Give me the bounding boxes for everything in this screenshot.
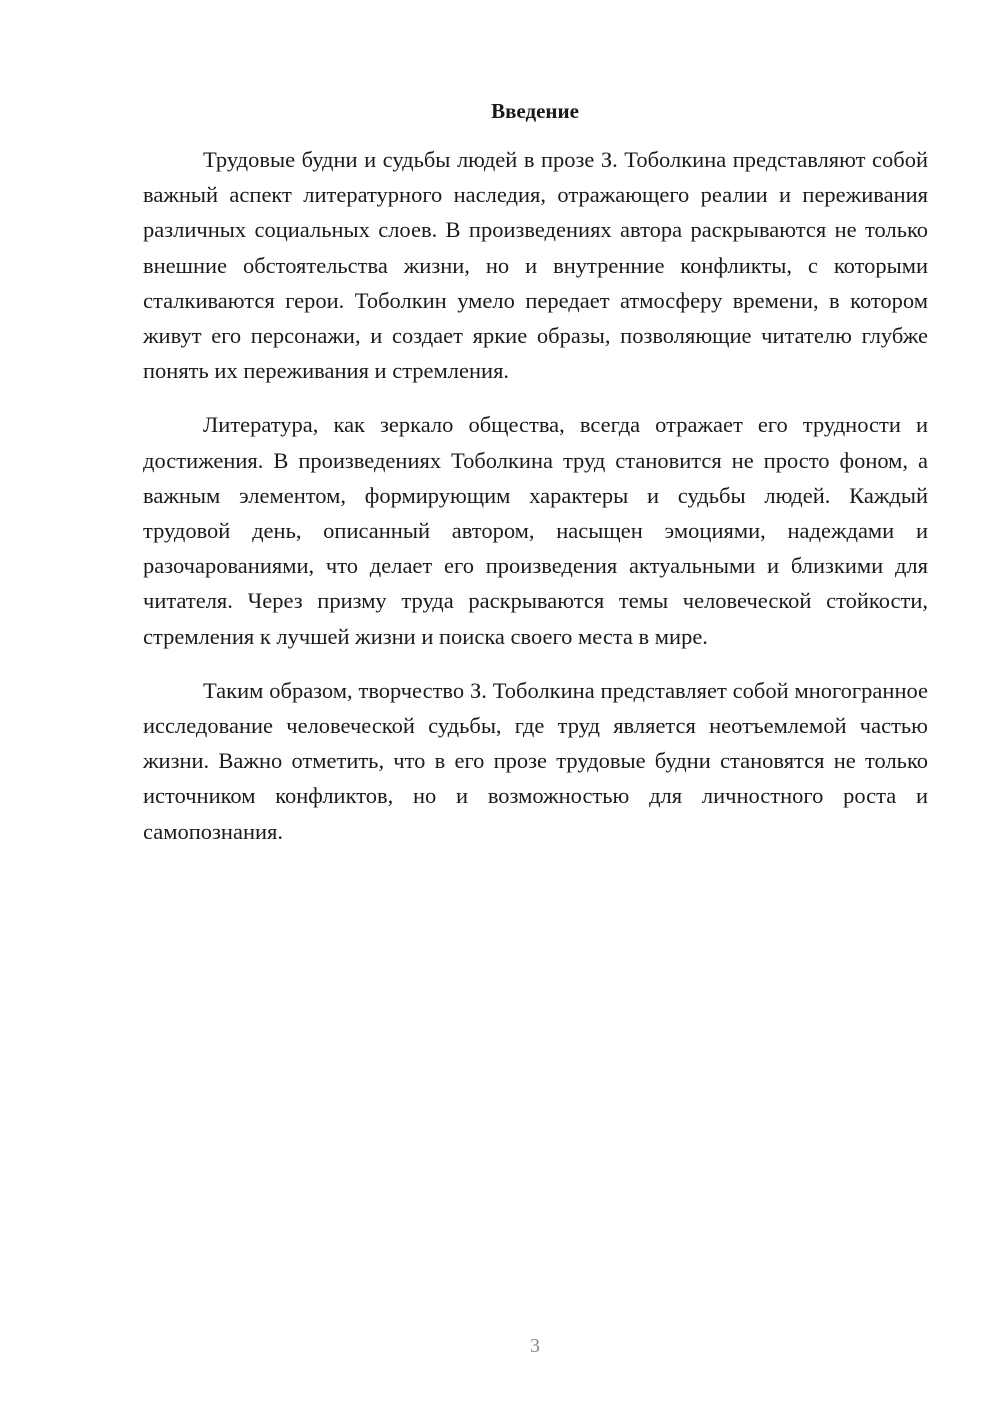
section-heading: Введение xyxy=(491,99,579,123)
paragraph: Таким образом, творчество З. Тоболкина представляет собой многогранное исследование человеческой судьбы, где труд является неотъемлемой частью жизни. Важно отметить, что в его прозе трудовые будни становятся не только источником конфликтов, но и возможностью для личностного роста и самопознания. xyxy=(143,677,928,844)
page-number: 3 xyxy=(530,1335,540,1357)
body-text xyxy=(143,142,928,868)
paragraph: Трудовые будни и судьбы людей в прозе З. Тоболкина представляют собой важный аспект литературного наследия, отражающего реалии и переживания различных социальных слоев. В произведениях автора раскрываются не только внешние обстоятельства жизни, но и внутренние конфликты, с которыми сталкиваются герои. Тоболкин умело передает атмосферу времени, в котором живут его персонажи, и создает яркие образы, позволяющие читателю глубже понять их переживания и стремления. xyxy=(143,147,928,384)
paragraph: Литература, как зеркало общества, всегда отражает его трудности и достижения. В произведениях Тоболкина труд становится не просто фоном, а важным элементом, формирующим характеры и судьбы людей. Каждый трудовой день, описанный автором, насыщен эмоциями, надеждами и разочарованиями, что делает его произведения актуальными и близкими для читателя. Через призму труда раскрываются темы человеческой стойкости, стремления к лучшей жизни и поиска своего места в мире. xyxy=(143,412,928,649)
